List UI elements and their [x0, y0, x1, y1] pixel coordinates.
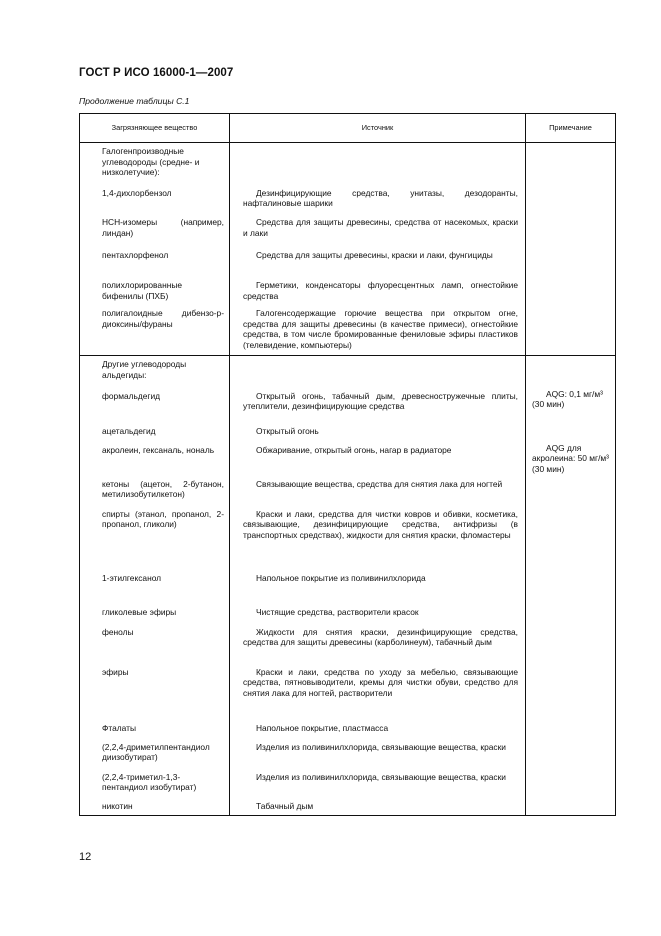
- pollutant-cell: полигалоидные дибензо-р-диоксины/фураны: [102, 307, 224, 329]
- pollutant-cell: кетоны (ацетон, 2-бутанон, метилизобутилкетон): [102, 478, 224, 500]
- page-number: 12: [79, 851, 92, 863]
- pollutant-cell: HCH-изомеры (например, линдан): [102, 216, 224, 238]
- table-row: [80, 505, 616, 569]
- note-cell: AQG: 0,1 мг/м³ (30 мин): [532, 388, 603, 410]
- group-category: Другие углеводороды альдегиды:: [102, 359, 187, 380]
- table-row: [80, 800, 616, 816]
- source-cell: Средства для защиты древесины, краски и лаки, фунгициды: [256, 249, 493, 260]
- source-cell: Краски и лаки, средства для чистки ковров и обивки, косметика, связывающие, дезинфицирующие средства, антифризы (в транспортных средствах), жидкости для снятия краски, фломастеры: [243, 508, 518, 540]
- group-category-row: [80, 356, 616, 381]
- table-row: [80, 420, 616, 441]
- table-row: [80, 605, 616, 625]
- source-cell: Изделия из поливинилхлорида, связывающие вещества, краски: [256, 771, 506, 782]
- source-cell: Галогенсодержащие горючие вещества при открытом огне, средства для защиты древесины (в качестве примеси), огнестойкие средства, в том числе бромированные фениловые эфиры пластиков (телевидение, компьютеры): [243, 307, 518, 350]
- pollutant-cell: пентахлорфенол: [102, 249, 169, 260]
- source-cell: Связывающие вещества, средства для снятия лака для ногтей: [256, 478, 503, 489]
- source-cell: Обжаривание, открытый огонь, нагар в радиаторе: [256, 444, 452, 455]
- pollutant-cell: эфиры: [102, 666, 129, 677]
- pollutant-cell: полихлорированные бифенилы (ПХБ): [102, 279, 182, 301]
- table-header-row: [80, 114, 616, 143]
- source-cell: Жидкости для снятия краски, дезинфицирующие средства, средства для защиты древесины (карболинеум), табачный дым: [243, 626, 518, 648]
- source-cell: Открытый огонь: [256, 425, 319, 436]
- pollutant-cell: ацетальдегид: [102, 425, 156, 436]
- column-header-pollutant: Загрязняющее вещество: [80, 114, 230, 143]
- table-row: [80, 209, 616, 242]
- source-cell: Средства для защиты древесины, средства от насекомых, краски и лаки: [243, 216, 518, 238]
- column-header-note: Примечание: [526, 114, 616, 143]
- table-row: [80, 272, 616, 302]
- table-row: [80, 242, 616, 272]
- pollutant-cell: (2,2,4-дриметилпентандиол диизобутират): [102, 741, 210, 763]
- document-title: ГОСТ Р ИСО 16000-1—2007: [79, 67, 234, 79]
- pollutant-cell: акролеин, гексаналь, нональ: [102, 444, 215, 455]
- table-row: [80, 569, 616, 605]
- source-cell: Напольное покрытие, пластмасса: [256, 722, 389, 733]
- pollutant-cell: гликолевые эфиры: [102, 606, 177, 617]
- source-cell: Напольное покрытие из поливинилхлорида: [256, 572, 426, 583]
- group-category: Галогенпроизводные углеводороды (средне- и низколетучие):: [102, 146, 200, 178]
- pollutant-cell: (2,2,4-триметил-1,3-пентандиол изобутират): [102, 771, 197, 793]
- pollutant-cell: никотин: [102, 800, 133, 811]
- source-cell: Изделия из поливинилхлорида, связывающие вещества, краски: [256, 741, 506, 752]
- table-row: [80, 475, 616, 505]
- table-caption: Продолжение таблицы С.1: [79, 96, 190, 106]
- table-row: [80, 665, 616, 721]
- group-category-row: [80, 143, 616, 178]
- source-cell: Открытый огонь, табачный дым, древесностружечные плиты, утеплители, дезинфицирующие средства: [243, 390, 518, 412]
- source-cell: Табачный дым: [256, 800, 314, 811]
- pollutant-cell: фенолы: [102, 626, 134, 637]
- table-row: [80, 178, 616, 209]
- source-cell: Чистящие средства, растворители красок: [256, 606, 419, 617]
- note-cell: AQG для акролеина: 50 мг/м³ (30 мин): [532, 442, 609, 474]
- table-row: [80, 302, 616, 356]
- pollutant-cell: 1,4-дихлорбензол: [102, 187, 172, 198]
- table-row: [80, 381, 616, 420]
- pollutant-cell: 1-этилгексанол: [102, 572, 162, 583]
- pollutant-cell: формальдегид: [102, 390, 161, 401]
- table-row: [80, 441, 616, 475]
- pollutant-cell: Фталаты: [102, 722, 136, 733]
- pollutant-table: [79, 113, 616, 816]
- table-row: [80, 625, 616, 665]
- table-row: [80, 740, 616, 770]
- source-cell: Герметики, конденсаторы флуоресцентных ламп, огнестойкие средства: [243, 279, 518, 301]
- source-cell: Дезинфицирующие средства, унитазы, дезодоранты, нафталиновые шарики: [243, 187, 518, 209]
- source-cell: Краски и лаки, средства по уходу за мебелью, связывающие средства, пятновыводители, кремы для чистки обуви, средство для снятия лака для ногтей, растворители: [243, 666, 518, 698]
- table-row: [80, 721, 616, 740]
- table-row: [80, 770, 616, 800]
- column-header-source: Источник: [230, 114, 526, 143]
- pollutant-cell: спирты (этанол, пропанол, 2-пропанол, гликоли): [102, 508, 224, 530]
